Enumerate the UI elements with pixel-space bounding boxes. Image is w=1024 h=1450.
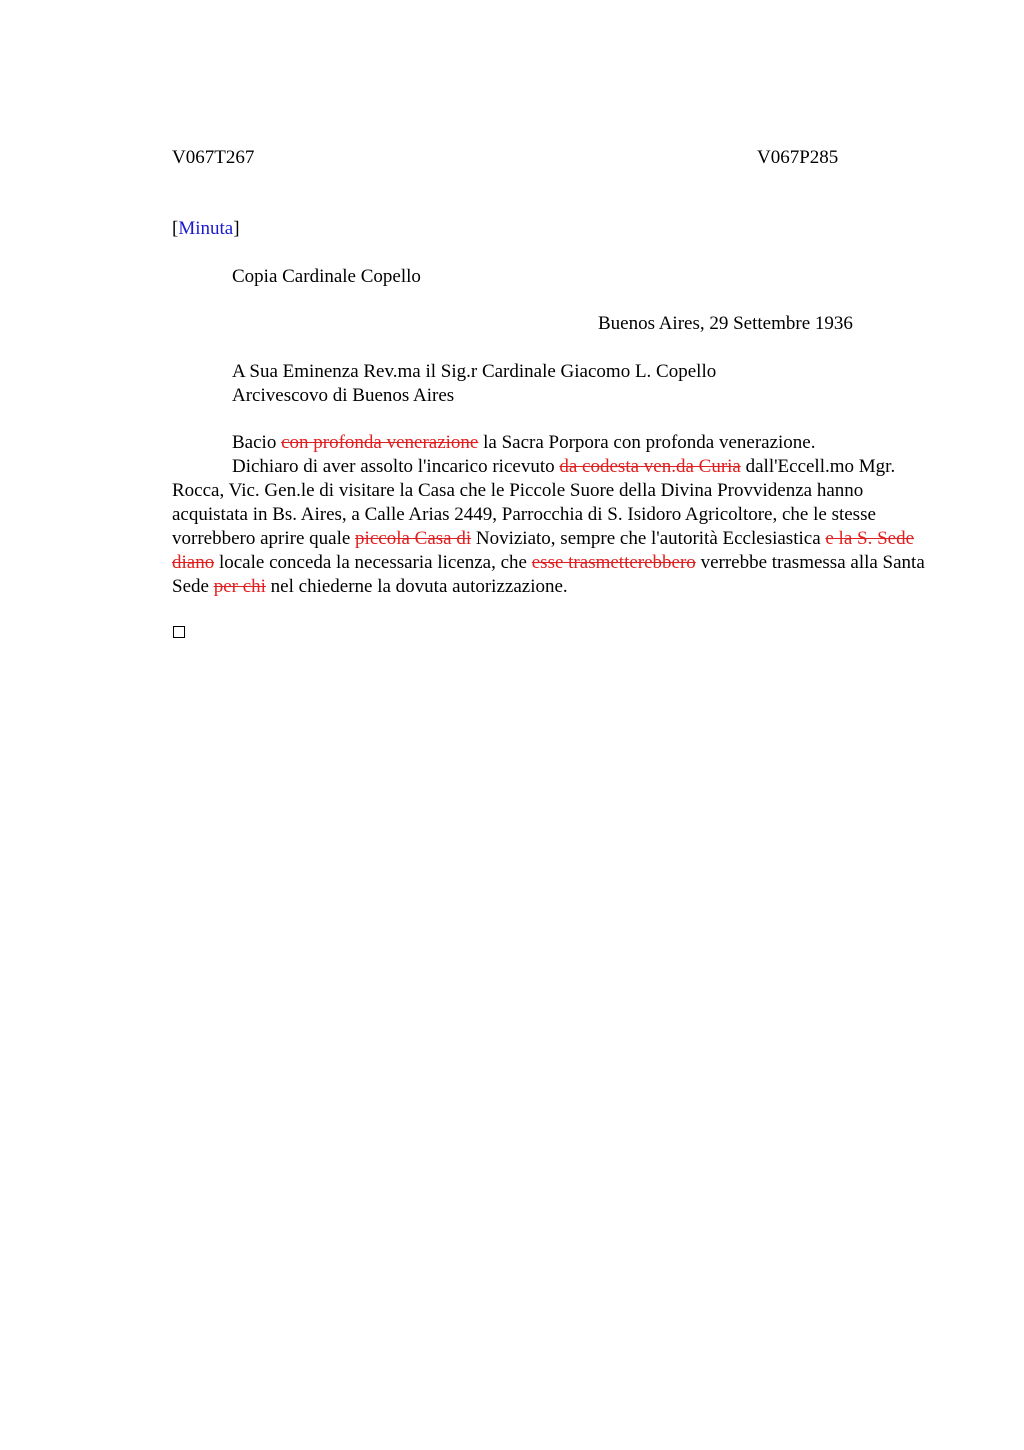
p1-deleted-1: con profonda venerazione [281,432,479,453]
p2-text-5: verrebbe trasmessa alla Santa Sede [172,552,925,597]
p1-text-2: la Sacra Porpora con profonda venerazione. [478,432,816,453]
p2-text-1: Dichiaro di aver assolto l'incarico ricevuto [232,456,560,477]
p2-text-3: Noviziato, sempre che l'autorità Ecclesiastica [471,528,826,549]
p2-deleted-2: piccola Casa di [355,528,472,549]
p2-text-2: dall'Eccell.mo Mgr. Rocca, Vic. Gen.le di visitare la Casa che le Piccole Suore della Divina Provvidenza hanno acquistata in Bs. Aires, a Calle Arias 2449, Parrocchia di S. Isidoro Agricoltore, che le stesse vorrebbero aprire quale [172,456,896,549]
paragraph-1 [172,431,932,455]
reference-code-left: V067T267 [172,147,255,168]
bracket-open: [ [172,218,179,239]
address-line-1: A Sua Eminenza Rev.ma il Sig.r Cardinale Giacomo L. Copello [232,361,717,382]
minuta-tag: Minuta [178,218,234,239]
minuta-label [172,217,240,241]
p2-text-4: locale conceda la necessaria licenza, che [214,552,532,573]
p2-deleted-4: esse trasmetterebbero [531,552,696,573]
p2-deleted-3: e la S. Sede diano [172,528,915,573]
p2-deleted-5: per chi [213,576,266,597]
address-line-2: Arcivescovo di Buenos Aires [232,385,455,406]
reference-code-right: V067P285 [757,147,839,168]
p1-text-1: Bacio [232,432,282,453]
paragraph-2 [172,455,932,599]
copy-heading: Copia Cardinale Copello [232,266,421,287]
recipient-address [232,360,716,408]
bracket-close: ] [233,218,240,239]
p2-deleted-1: da codesta ven.da Curia [559,456,741,477]
letter-date: Buenos Aires, 29 Settembre 1936 [598,313,853,334]
letter-body [172,431,932,599]
p2-text-6: nel chiederne la dovuta autorizzazione. [265,576,568,597]
end-marker-box-icon [173,626,185,638]
